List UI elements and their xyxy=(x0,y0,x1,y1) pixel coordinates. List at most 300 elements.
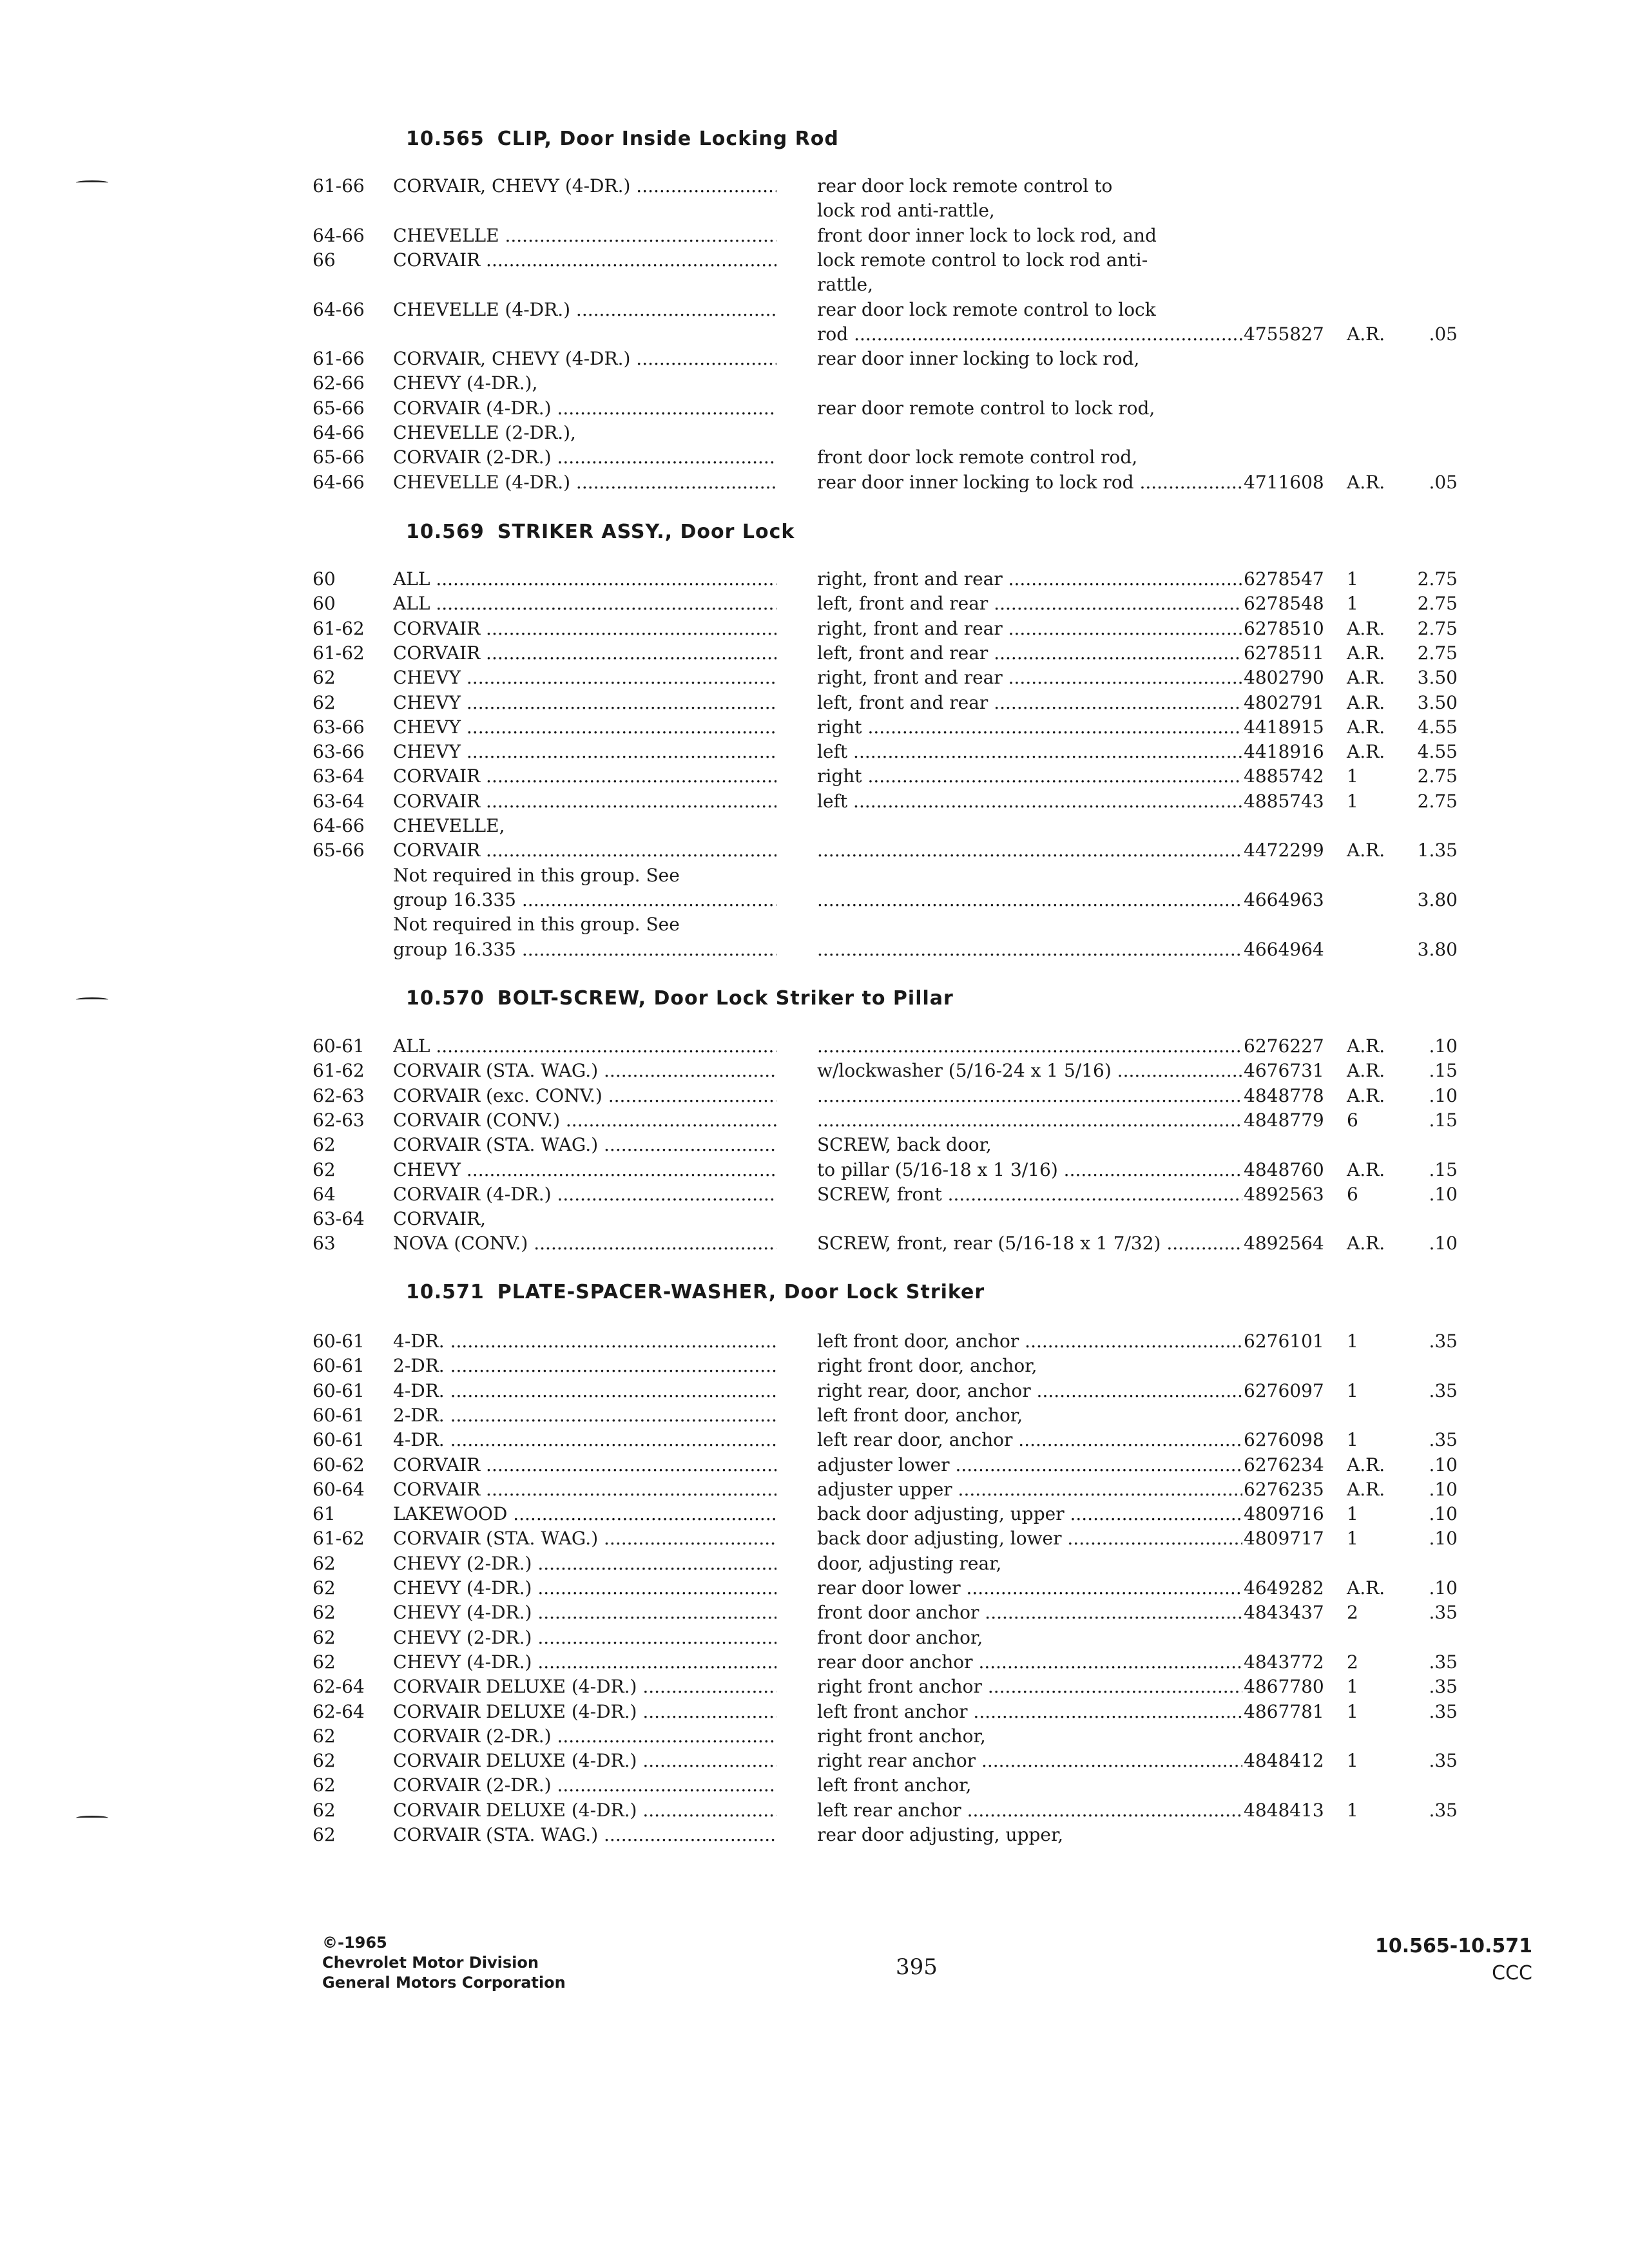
model-name: CHEVELLE, xyxy=(393,815,505,836)
model-name: CHEVELLE (2-DR.), xyxy=(393,422,576,443)
part-description: rear door lock remote control to lock xyxy=(817,298,1156,320)
part-row xyxy=(0,248,1629,273)
part-row xyxy=(0,641,1629,666)
model-year: 62 xyxy=(313,1602,336,1624)
model-name: LAKEWOOD ..... xyxy=(393,1502,776,1526)
model-year: 61 xyxy=(313,1503,336,1525)
model-name: CORVAIR ..... xyxy=(393,1477,776,1502)
model-year: 60-61 xyxy=(313,1429,365,1451)
quantity: A.R. xyxy=(1347,642,1385,664)
part-row xyxy=(0,1724,1629,1749)
part-description: right rear anchor ..... xyxy=(817,1749,1242,1773)
part-description xyxy=(817,1084,1242,1108)
part-row xyxy=(0,912,1629,937)
model-name: CORVAIR ..... xyxy=(393,1453,776,1477)
price: .10 xyxy=(1429,1503,1458,1525)
part-number: 6276227 xyxy=(1244,1035,1324,1057)
part-description: left, front and rear ..... xyxy=(817,591,1242,616)
part-number: 4711608 xyxy=(1244,471,1324,493)
model-name: group 16.335 ..... xyxy=(393,888,776,912)
part-row xyxy=(0,1600,1629,1625)
part-description: right, front and rear ..... xyxy=(817,567,1242,591)
quantity: 1 xyxy=(1347,765,1358,787)
price: .35 xyxy=(1429,1429,1458,1451)
part-row xyxy=(0,1749,1629,1773)
model-year: 64 xyxy=(313,1183,336,1205)
part-row xyxy=(0,1675,1629,1699)
part-description: rear door inner locking to lock rod ..... xyxy=(817,470,1242,495)
part-description: front door anchor, xyxy=(817,1626,983,1648)
model-year: 62 xyxy=(313,1626,336,1648)
part-description: left ..... xyxy=(817,789,1242,814)
price: .10 xyxy=(1429,1084,1458,1106)
quantity: 1 xyxy=(1347,1799,1358,1821)
quantity: A.R. xyxy=(1347,1577,1385,1599)
part-description: front door lock remote control rod, xyxy=(817,447,1138,468)
part-number: 4649282 xyxy=(1244,1577,1324,1599)
model-name: CORVAIR (4-DR.) ..... xyxy=(393,1182,776,1207)
part-number: 6278511 xyxy=(1244,642,1324,664)
model-name: 2-DR. ..... xyxy=(393,1354,776,1378)
model-year: 65-66 xyxy=(313,840,365,861)
model-name: ALL ..... xyxy=(393,591,776,616)
quantity: A.R. xyxy=(1347,840,1385,861)
model-name: Not required in this group. See xyxy=(393,864,680,886)
part-description: left rear anchor ..... xyxy=(817,1798,1242,1823)
part-description: left front door, anchor ..... xyxy=(817,1329,1242,1354)
price: 2.75 xyxy=(1417,765,1458,787)
part-row xyxy=(0,1403,1629,1428)
model-year: 62 xyxy=(313,1774,336,1796)
section-number: 10.571 xyxy=(406,1281,485,1303)
quantity: 2 xyxy=(1347,1602,1358,1624)
part-row xyxy=(0,666,1629,690)
part-row xyxy=(0,1231,1629,1256)
quantity: A.R. xyxy=(1347,617,1385,639)
model-year: 61-62 xyxy=(313,617,365,639)
quantity: 1 xyxy=(1347,593,1358,615)
quantity: 1 xyxy=(1347,1331,1358,1352)
model-name: CORVAIR (2-DR.) ..... xyxy=(393,445,776,470)
model-name: ALL ..... xyxy=(393,1034,776,1059)
model-name: CORVAIR (4-DR.) ..... xyxy=(393,396,776,421)
model-year: 63-64 xyxy=(313,1208,365,1230)
quantity: 1 xyxy=(1347,1750,1358,1772)
part-row xyxy=(0,273,1629,297)
model-year: 62 xyxy=(313,1651,336,1673)
group-range: 10.565-10.571 xyxy=(1375,1935,1532,1957)
price: .10 xyxy=(1429,1454,1458,1475)
part-description: SCREW, back door, xyxy=(817,1134,992,1156)
model-name: CORVAIR ..... xyxy=(393,764,776,789)
part-row xyxy=(0,298,1629,322)
quantity: A.R. xyxy=(1347,471,1385,493)
model-year: 60-62 xyxy=(313,1454,365,1475)
part-number: 4664963 xyxy=(1244,889,1324,910)
model-name: 4-DR. ..... xyxy=(393,1329,776,1354)
part-row xyxy=(0,1158,1629,1182)
price: .15 xyxy=(1429,1109,1458,1131)
part-number: 6276235 xyxy=(1244,1478,1324,1500)
model-year: 62-64 xyxy=(313,1676,365,1698)
model-name: CORVAIR DELUXE (4-DR.) ..... xyxy=(393,1675,776,1699)
quantity: 1 xyxy=(1347,1429,1358,1451)
part-number: 6278547 xyxy=(1244,568,1324,590)
part-number: 4848413 xyxy=(1244,1799,1324,1821)
quantity: A.R. xyxy=(1347,741,1385,763)
price: .35 xyxy=(1429,1676,1458,1698)
part-row xyxy=(0,838,1629,863)
company-name: Chevrolet Motor Division xyxy=(322,1954,539,1972)
price: 1.35 xyxy=(1417,840,1458,861)
section-title: BOLT-SCREW, Door Lock Striker to Pillar xyxy=(497,987,954,1010)
model-name: CORVAIR (exc. CONV.) ..... xyxy=(393,1084,776,1108)
part-row xyxy=(0,1502,1629,1526)
quantity: 1 xyxy=(1347,1503,1358,1525)
part-number: 4809717 xyxy=(1244,1528,1324,1550)
model-year: 64-66 xyxy=(313,224,365,246)
part-description: right front door, anchor, xyxy=(817,1355,1037,1377)
section-number: 10.569 xyxy=(406,521,485,543)
part-description: right, front and rear ..... xyxy=(817,666,1242,690)
part-number: 4802790 xyxy=(1244,667,1324,689)
model-name: CORVAIR (STA. WAG.) ..... xyxy=(393,1133,776,1157)
part-row xyxy=(0,371,1629,396)
model-name: CHEVY ..... xyxy=(393,691,776,715)
part-description: right, front and rear ..... xyxy=(817,617,1242,641)
corporation-name: General Motors Corporation xyxy=(322,1974,566,1992)
model-year: 62 xyxy=(313,1577,336,1599)
part-row xyxy=(0,1182,1629,1207)
price: 2.75 xyxy=(1417,790,1458,812)
model-name: CORVAIR ..... xyxy=(393,248,776,273)
part-row xyxy=(0,567,1629,591)
model-year: 64-66 xyxy=(313,298,365,320)
part-number: 4843437 xyxy=(1244,1602,1324,1624)
part-row xyxy=(0,937,1629,962)
part-description: front door inner lock to lock rod, and xyxy=(817,224,1157,246)
model-year: 63-66 xyxy=(313,741,365,763)
model-year: 60-61 xyxy=(313,1035,365,1057)
model-name: 2-DR. ..... xyxy=(393,1403,776,1428)
price: 2.75 xyxy=(1417,617,1458,639)
model-name: CHEVELLE (4-DR.) ..... xyxy=(393,470,776,495)
quantity: A.R. xyxy=(1347,1084,1385,1106)
part-row xyxy=(0,1453,1629,1477)
part-row xyxy=(0,1207,1629,1231)
part-number: 6276234 xyxy=(1244,1454,1324,1475)
part-row xyxy=(0,1552,1629,1576)
quantity: A.R. xyxy=(1347,323,1385,345)
part-row xyxy=(0,740,1629,764)
part-row xyxy=(0,1798,1629,1823)
quantity: 6 xyxy=(1347,1109,1358,1131)
price: .35 xyxy=(1429,1651,1458,1673)
part-description: left, front and rear ..... xyxy=(817,641,1242,666)
model-year: 62 xyxy=(313,691,336,713)
price: 3.80 xyxy=(1417,889,1458,910)
price: 2.75 xyxy=(1417,642,1458,664)
part-row xyxy=(0,1108,1629,1133)
model-name: CHEVY (4-DR.) ..... xyxy=(393,1650,776,1675)
model-name: CHEVY (2-DR.) ..... xyxy=(393,1552,776,1576)
model-year: 61-66 xyxy=(313,348,365,370)
model-name: group 16.335 ..... xyxy=(393,937,776,962)
model-name: CHEVY (4-DR.) ..... xyxy=(393,1600,776,1625)
part-row xyxy=(0,888,1629,912)
part-number: 4843772 xyxy=(1244,1651,1324,1673)
section-number: 10.570 xyxy=(406,987,485,1010)
model-year: 62 xyxy=(313,1725,336,1747)
quantity: A.R. xyxy=(1347,716,1385,738)
model-name: CHEVY ..... xyxy=(393,1158,776,1182)
part-description: right ..... xyxy=(817,764,1242,789)
model-year: 62 xyxy=(313,1750,336,1772)
model-name: CHEVELLE ..... xyxy=(393,224,776,248)
model-year: 62 xyxy=(313,1824,336,1845)
model-name: CORVAIR DELUXE (4-DR.) ..... xyxy=(393,1798,776,1823)
part-row xyxy=(0,764,1629,789)
part-row xyxy=(0,591,1629,616)
part-description: left front anchor ..... xyxy=(817,1700,1242,1724)
price: 4.55 xyxy=(1417,741,1458,763)
price: .35 xyxy=(1429,1379,1458,1401)
price: .35 xyxy=(1429,1750,1458,1772)
part-description: door, adjusting rear, xyxy=(817,1552,1002,1574)
model-name: NOVA (CONV.) ..... xyxy=(393,1231,776,1256)
part-description: rear door remote control to lock rod, xyxy=(817,397,1155,419)
part-row xyxy=(0,1354,1629,1378)
part-row xyxy=(0,224,1629,248)
price: .35 xyxy=(1429,1700,1458,1722)
part-description: SCREW, front, rear (5/16-18 x 1 7/32) ..... xyxy=(817,1231,1242,1256)
part-description: rear door lock remote control to xyxy=(817,175,1113,197)
model-year: 62 xyxy=(313,667,336,689)
model-name: CORVAIR DELUXE (4-DR.) ..... xyxy=(393,1749,776,1773)
part-number: 4885743 xyxy=(1244,790,1324,812)
copyright-text: ©-1965 xyxy=(322,1934,387,1952)
part-number: 6278510 xyxy=(1244,617,1324,639)
model-year: 61-62 xyxy=(313,642,365,664)
quantity: 1 xyxy=(1347,790,1358,812)
part-row xyxy=(0,1428,1629,1452)
quantity: A.R. xyxy=(1347,1060,1385,1082)
model-year: 60-64 xyxy=(313,1478,365,1500)
part-description: adjuster lower ..... xyxy=(817,1453,1242,1477)
model-year: 60-61 xyxy=(313,1379,365,1401)
model-name: Not required in this group. See xyxy=(393,914,680,936)
part-description: rattle, xyxy=(817,274,874,296)
model-name: CORVAIR (STA. WAG.) ..... xyxy=(393,1059,776,1083)
model-name: CHEVY (4-DR.), xyxy=(393,372,538,394)
part-number: 6276097 xyxy=(1244,1379,1324,1401)
part-row xyxy=(0,1626,1629,1650)
model-year: 62-63 xyxy=(313,1109,365,1131)
model-name: CORVAIR ..... xyxy=(393,838,776,863)
model-name: CORVAIR (STA. WAG.) ..... xyxy=(393,1526,776,1551)
model-name: CHEVY ..... xyxy=(393,715,776,740)
part-description: right ..... xyxy=(817,715,1242,740)
margin-mark xyxy=(76,997,108,1002)
part-description: front door anchor ..... xyxy=(817,1600,1242,1625)
section-title: STRIKER ASSY., Door Lock xyxy=(497,521,795,543)
model-year: 65-66 xyxy=(313,397,365,419)
part-row xyxy=(0,863,1629,888)
part-description: right rear, door, anchor ..... xyxy=(817,1379,1242,1403)
model-name: CORVAIR (2-DR.) ..... xyxy=(393,1724,776,1749)
part-row xyxy=(0,396,1629,421)
part-description: SCREW, front ..... xyxy=(817,1182,1242,1207)
part-description: adjuster upper ..... xyxy=(817,1477,1242,1502)
section-heading xyxy=(406,128,839,150)
section-title: CLIP, Door Inside Locking Rod xyxy=(497,128,839,150)
quantity: 1 xyxy=(1347,1528,1358,1550)
part-number: 6278548 xyxy=(1244,593,1324,615)
price: .35 xyxy=(1429,1799,1458,1821)
part-description: rear door adjusting, upper, xyxy=(817,1824,1064,1845)
part-description: back door adjusting, lower ..... xyxy=(817,1526,1242,1551)
part-description xyxy=(817,838,1242,863)
quantity: A.R. xyxy=(1347,1478,1385,1500)
part-row xyxy=(0,174,1629,198)
part-row xyxy=(0,347,1629,371)
footer-range xyxy=(1375,1933,1532,1987)
part-row xyxy=(0,617,1629,641)
part-description: left ..... xyxy=(817,740,1242,764)
model-name: CORVAIR ..... xyxy=(393,789,776,814)
part-row xyxy=(0,1650,1629,1675)
part-number: 4848412 xyxy=(1244,1750,1324,1772)
part-row xyxy=(0,691,1629,715)
quantity: 1 xyxy=(1347,568,1358,590)
quantity: A.R. xyxy=(1347,1035,1385,1057)
model-year: 64-66 xyxy=(313,471,365,493)
model-year: 63 xyxy=(313,1233,336,1254)
model-year: 60-61 xyxy=(313,1355,365,1377)
section-title: PLATE-SPACER-WASHER, Door Lock Striker xyxy=(497,1281,985,1303)
price: 3.50 xyxy=(1417,691,1458,713)
price: .35 xyxy=(1429,1602,1458,1624)
part-number: 4676731 xyxy=(1244,1060,1324,1082)
model-year: 65-66 xyxy=(313,447,365,468)
model-year: 62-66 xyxy=(313,372,365,394)
model-name: CHEVY (4-DR.) ..... xyxy=(393,1576,776,1600)
quantity: A.R. xyxy=(1347,691,1385,713)
part-number: 4418916 xyxy=(1244,741,1324,763)
price: .05 xyxy=(1429,323,1458,345)
part-row xyxy=(0,1477,1629,1502)
model-year: 62 xyxy=(313,1552,336,1574)
part-description xyxy=(817,1108,1242,1133)
part-row xyxy=(0,1059,1629,1083)
quantity: A.R. xyxy=(1347,1158,1385,1180)
price: .15 xyxy=(1429,1158,1458,1180)
part-row xyxy=(0,421,1629,445)
model-name: CORVAIR (2-DR.) ..... xyxy=(393,1773,776,1798)
part-row xyxy=(0,1034,1629,1059)
part-number: 6276098 xyxy=(1244,1429,1324,1451)
part-description: lock remote control to lock rod anti- xyxy=(817,249,1148,271)
part-description: rear door inner locking to lock rod, xyxy=(817,348,1140,370)
price: .10 xyxy=(1429,1478,1458,1500)
model-name: CORVAIR (STA. WAG.) ..... xyxy=(393,1823,776,1847)
model-year: 64-66 xyxy=(313,422,365,443)
section-heading xyxy=(406,987,954,1010)
model-year: 62-64 xyxy=(313,1700,365,1722)
part-description: back door adjusting, upper ..... xyxy=(817,1502,1242,1526)
part-description: right front anchor ..... xyxy=(817,1675,1242,1699)
part-number: 4809716 xyxy=(1244,1503,1324,1525)
model-year: 60 xyxy=(313,568,336,590)
model-year: 62 xyxy=(313,1158,336,1180)
model-name: ALL ..... xyxy=(393,567,776,591)
part-row xyxy=(0,445,1629,470)
part-description: left rear door, anchor ..... xyxy=(817,1428,1242,1452)
model-name: CORVAIR ..... xyxy=(393,617,776,641)
page-number: 395 xyxy=(896,1954,938,1980)
part-description: rear door lower ..... xyxy=(817,1576,1242,1600)
price: 3.50 xyxy=(1417,667,1458,689)
part-number: 4867780 xyxy=(1244,1676,1324,1698)
price: 3.80 xyxy=(1417,938,1458,960)
part-number: 4472299 xyxy=(1244,840,1324,861)
quantity: 2 xyxy=(1347,1651,1358,1673)
part-row xyxy=(0,1823,1629,1847)
part-row xyxy=(0,789,1629,814)
part-description: to pillar (5/16-18 x 1 3/16) ..... xyxy=(817,1158,1242,1182)
quantity: A.R. xyxy=(1347,1454,1385,1475)
part-description: rod ..... xyxy=(817,322,1242,347)
model-name: 4-DR. ..... xyxy=(393,1428,776,1452)
model-name: CHEVY ..... xyxy=(393,666,776,690)
part-row xyxy=(0,1576,1629,1600)
part-description xyxy=(817,937,1242,962)
part-number: 6276101 xyxy=(1244,1331,1324,1352)
model-name: CHEVY ..... xyxy=(393,740,776,764)
model-year: 60 xyxy=(313,593,336,615)
part-number: 4802791 xyxy=(1244,691,1324,713)
part-row xyxy=(0,1084,1629,1108)
catalog-code: CCC xyxy=(1492,1962,1532,1984)
price: 2.75 xyxy=(1417,593,1458,615)
model-year: 62 xyxy=(313,1799,336,1821)
model-year: 61-66 xyxy=(313,175,365,197)
part-row xyxy=(0,814,1629,838)
footer-publisher xyxy=(322,1933,566,1993)
model-name: CORVAIR DELUXE (4-DR.) ..... xyxy=(393,1700,776,1724)
price: 2.75 xyxy=(1417,568,1458,590)
section-heading xyxy=(406,521,795,543)
part-number: 4848779 xyxy=(1244,1109,1324,1131)
part-description xyxy=(817,1034,1242,1059)
model-name: CORVAIR, xyxy=(393,1208,487,1230)
price: .10 xyxy=(1429,1528,1458,1550)
part-number: 4848760 xyxy=(1244,1158,1324,1180)
part-description: left front door, anchor, xyxy=(817,1404,1023,1426)
part-row xyxy=(0,1379,1629,1403)
part-number: 4885742 xyxy=(1244,765,1324,787)
model-year: 61-62 xyxy=(313,1060,365,1082)
part-number: 4867781 xyxy=(1244,1700,1324,1722)
price: .15 xyxy=(1429,1060,1458,1082)
part-row xyxy=(0,1133,1629,1157)
part-row xyxy=(0,1526,1629,1551)
price: .10 xyxy=(1429,1183,1458,1205)
model-name: CHEVY (2-DR.) ..... xyxy=(393,1626,776,1650)
price: .05 xyxy=(1429,471,1458,493)
price: 4.55 xyxy=(1417,716,1458,738)
part-row xyxy=(0,470,1629,495)
